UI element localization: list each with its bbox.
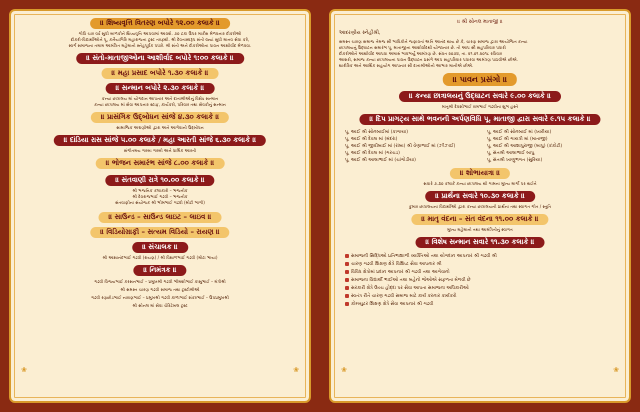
inauguration-heading: ॥ કન્યા છાત્રાલયનું ઉદ્ઘાટન સવારે ૯.૦૦ કલાકે ॥ <box>399 91 561 102</box>
honor-item: સમાજની સિદ્ધિઓ પ્રતિભાશાળી વ્યક્તિઓ તથા યોગદાન આપનાર શ્રી ગઢવી શ્રી <box>345 253 497 259</box>
intro-line: સમસ્ત ચારણ સમાજ તેમજ સૌ ભાવિકોને જણાવતાં અતિ આનંદ થાય છે કે, ચારણ સમાજ દ્વારા આયોજિત કન્યા <box>339 39 528 44</box>
sound-heading: ॥ સાઉન્ડ – સાઉન્ડ લાઇટ – લાઇવ ॥ <box>99 212 222 223</box>
vandana-line: મુખ્ય મહેમાનો તથા આમંત્રિતોનું સ્વાગત <box>447 227 513 232</box>
intro-line: શારીરિક અને આર્થિક સહયોગ આપનાર સૌ દાતાશ્રીઓનો આભાર માનીએ છીએ. <box>339 63 474 68</box>
bullet-icon <box>345 294 349 298</box>
bullet-icon <box>345 262 349 266</box>
hosts-line: શ્રી સોનલ માં સેવા ચેરિટેબલ ટ્રસ્ટ <box>132 303 188 308</box>
hosts-line: ગઢવી રણછોડભાઈ નારાણભાઈ – પ્રમુખશ્રી ગઢવી કાળાભાઈ શંકરભાઈ – ઉપપ્રમુખશ્રી <box>91 295 229 300</box>
invocation: ॥ શ્રી સોનલ માતાજી ॥ <box>457 19 503 25</box>
procession-heading: ॥ શોભાયાત્રા ॥ <box>450 168 510 179</box>
procession-line: સવારે ૭.૩૦ કલાકે કન્યા છાત્રાલય થી ગામના મુખ્ય માર્ગો પર થઈને <box>423 181 537 186</box>
saint-item: પૂ. સંતશ્રી આલાભાઈ બાપુ <box>487 151 535 156</box>
saint-item: પૂ. આઈ શ્રી જીવીબાઈ માં (રાંબા) શ્રી વેણાભાઈ માં (ઝીઝાઈ) <box>345 144 456 149</box>
santvani-line: શ્રી ભજનિક કલાકારો – ભજનીક <box>132 188 188 193</box>
scholarship-line: દીકરી-વિદ્યાર્થીઓને પૂ. કનૈયાગિરિ મહારાજના ટ્રસ્ટ તરફથી. શ્રી દેવતાસ્વરૂપ સંતો જ્યાં સુધી માનવ સેવા કરે, <box>70 37 250 42</box>
flower-ornament-icon: ❀ <box>293 366 299 374</box>
bullet-icon <box>345 286 349 290</box>
dinner-heading: ॥ ભોજન સમારંભ સાંજે ૮.૦૦ કલાકે ॥ <box>96 158 225 169</box>
saint-item: પૂ. આઈ શ્રી ગાયત્રી માં (માતાજી) <box>487 137 548 142</box>
honor-line: કન્યા છાત્રાલય માં યોગદાન આપનાર અને દાતાશ્રીઓનું વિશેષ સન્માન <box>101 96 219 101</box>
bullet-icon <box>345 254 349 258</box>
saint-item: પૂ. આઈ શ્રી આલાભાઈ માં (ચાંગોડીયા) <box>345 158 416 163</box>
saint-item: પૂ. આઈ શ્રી સોનબાઈમાં (કાગાયા) <box>345 130 409 135</box>
anchor-heading: ॥ સંચાલક ॥ <box>132 242 188 253</box>
intro-line: આશરો, સમાજ કન્યા છાત્રાલયના પાવન ઉદ્ઘાટન પ્રસંગે આપ સહપરિવાર પધારવા આમંત્રણ પાઠવીએ છીએ. <box>339 57 519 62</box>
honor-item: સ્વતંત્ર રીતે ચારણ ગઢવી સમાજ માટે કાર્ય કરનાર કાર્યકરો <box>345 293 456 299</box>
honor-line: કન્યા છાત્રાલય માં સેવા આપનાર સ્ટાફ, કાર્યકરો, પરિવાર તથા સેવકોનું સન્માન <box>94 102 226 107</box>
saint-item: પૂ. સંતશ્રી ખાણુભગત (સુરિયા) <box>487 158 543 163</box>
bullet-icon <box>345 302 349 306</box>
honor-item: વિવિધ ક્ષેત્રોમાં પ્રદાન આપનાર શ્રી ગઢવી તથા આગેવાનો <box>345 269 450 275</box>
intro-line: દીકરીઓને આશીર્વાદ આપવા અમારું ભાવભર્યું આમંત્રણ છે. સંવત ૨૦૭૪, તા. ૨૧.૦૧.૨૦૧૮ રવિવાર <box>339 51 502 56</box>
special-honor-heading: ॥ વિશેષ સન્માન સવારે ૧૧.૩૦ કલાકે ॥ <box>416 237 545 248</box>
honor-heading: ॥ સન્માન બપોરે ૨.૩૦ કલાકે ॥ <box>106 83 215 94</box>
bullet-icon <box>345 270 349 274</box>
intro-line: છાત્રાલયનું ઉદ્ઘાટન સમારંભ પૂ. માતાજીના આશીર્વાદથી યોજાનાર છે. તો આપ સૌ સહપરિવાર પધારી <box>339 45 506 50</box>
santvani-heading: ॥ સંતવાણી રાત્રે ૧૦.૦૦ કલાકે ॥ <box>105 175 214 186</box>
scholarship-line: ગોધિ ચાર વર્ષ સુધી બાળકોને શિષ્યવૃત્તિ આપવામાં આવશે. ૭૦ ટકા ઉપર માર્કસ મેળવનાર દીકરીઓ <box>78 31 242 36</box>
saint-item: પૂ. આઈ શ્રી દેવલ માં (મંદરા) <box>345 137 398 142</box>
honor-item: સમાજના વિદ્યાર્થી ભાઈઓ તથા બહેનો જેઓએ સફળતા મેળવી છે <box>345 277 471 283</box>
santvani-line: સંતવાણીના સંયોજક શ્રી ભીમભાઈ ગઢવી (મોટી ભાગી) <box>115 200 205 205</box>
saint-item: પૂ. આઈ શ્રી દેવલ માં (ગરચડ) <box>345 151 400 156</box>
address-heading: ॥ પ્રાસંગિક ઉદ્બોધન સાંજે ૪.૩૦ કલાકે ॥ <box>91 112 229 123</box>
bullet-icon <box>345 278 349 282</box>
dandiya-heading: ॥ દાંડિયા રાસ સાંજે ૫.૦૦ કલાકે / મહા આરતી સાંજે ૬.૩૦ કલાકે ॥ <box>54 135 266 146</box>
scholarship-heading: ॥ શિષ્યવૃત્તિ વિતરણ બપોરે ૧૨.૦૦ કલાકે ॥ <box>90 18 230 29</box>
honor-item: ચારણ ગઢવી શિક્ષણ ક્ષેત્રે વિશિષ્ટ સેવા આપનાર શ્રી <box>345 261 442 267</box>
vandana-heading: ॥ માતૃ વંદના – સંત વંદના ૧૧.૦૦ કલાકે ॥ <box>411 214 548 225</box>
lamp-heading: ॥ દિપ પ્રાગટ્ય સાથે ભવનની અર્પણવિધિ પૂ. માતાજી દ્વારા સવારે ૯.૧૫ કલાકે ॥ <box>359 114 600 125</box>
salutation: આદરણીય સ્નેહીશ્રી, <box>339 30 381 36</box>
flower-ornament-icon: ❀ <box>21 366 27 374</box>
hosts-line: ગઢવી વિજયભાઈ કરસનભાઈ – પ્રમુખશ્રી ગઢવી ભીમશીભાઈ કાસુભાઈ – મંત્રીશ્રી <box>94 279 226 284</box>
hosts-heading: ॥ નિમંત્રક ॥ <box>133 265 186 276</box>
saint-item: પૂ. આઈ શ્રી આશાપુરાજી (બાપુ) (કંકોટી) <box>487 144 563 149</box>
left-frame <box>9 9 311 403</box>
prasad-heading: ॥ મહા પ્રસાદ બપોરે ૧.૩૦ કલાકે ॥ <box>102 68 219 79</box>
blessings-heading: ॥ સંતો-માતાજીઓના આશીર્વાદ બપોરે ૧:૦૦ કલાકે ॥ <box>76 53 244 64</box>
prayer-line: કુમાર છાત્રાલયના વિદ્યાર્થીઓ દ્વારા કન્યા છાત્રાલયની પ્રાર્થના તથા સ્વાગત ગીત / સ્તુતિ <box>408 204 552 209</box>
inauguration-line: માતૃશ્રી દેવશીભાઈ રામભાઈ ગઢવીના શુભ હસ્તે <box>441 104 519 109</box>
address-line: સામાજિક અગ્રણીઓ દ્વારા અને આગેવાનો ઉદ્બોધન <box>116 125 204 130</box>
hosts-line: શ્રી સમસ્ત ચારણ ગઢવી સમાજ તથા ટ્રસ્ટીશ્રીઓ <box>120 287 200 292</box>
honor-item: કોમ્પ્યુટર શિક્ષણ ક્ષેત્રે સેવા આપનાર શ્રી ગઢવી <box>345 301 433 307</box>
flower-ornament-icon: ❀ <box>341 366 347 374</box>
flower-ornament-icon: ❀ <box>613 366 619 374</box>
prayer-heading: ॥ પ્રાર્થના સવારે ૧૦.૩૦ કલાકે ॥ <box>425 191 535 202</box>
honor-item: સરકારી ક્ષેત્રે ઉચ્ચ હોદ્દા પર સેવા આપતા સમાજના અધિકારીઓ <box>345 285 469 291</box>
video-heading: ॥ વિડિયોગ્રાફી – સત્યમ વિડિયો – રાયણ ॥ <box>90 227 229 238</box>
anchor-line: શ્રી આશાનંદભાઈ ગઢવી (રાયણ) / શ્રી વિશાળભાઈ ગઢવી (મોટા ભાયા) <box>102 255 218 260</box>
saint-item: પૂ. આઈ શ્રી સોનબાઈ માં (ખારીયા) <box>487 130 552 135</box>
pavan-heading: ॥ પાવન પ્રસંગો ॥ <box>443 73 517 86</box>
right-frame <box>329 9 631 403</box>
santvani-line: શ્રી દેવરાજભાઈ ગઢવી – ભજનીક <box>132 194 188 199</box>
right-page <box>320 0 640 412</box>
scholarship-line: સ્વર્ગ સમાજના તમામ આમંત્રિત મહેમાનો સ્નેહપૂર્વક પધારે. શ્રી સંતો અને દીકરીઓના પાવન આશીર્વાદ મેળવવા. <box>68 43 252 48</box>
dandiya-line: સંગીતમય ગરબા ગરબી અને ધાર્મિક આરતી <box>123 148 197 153</box>
